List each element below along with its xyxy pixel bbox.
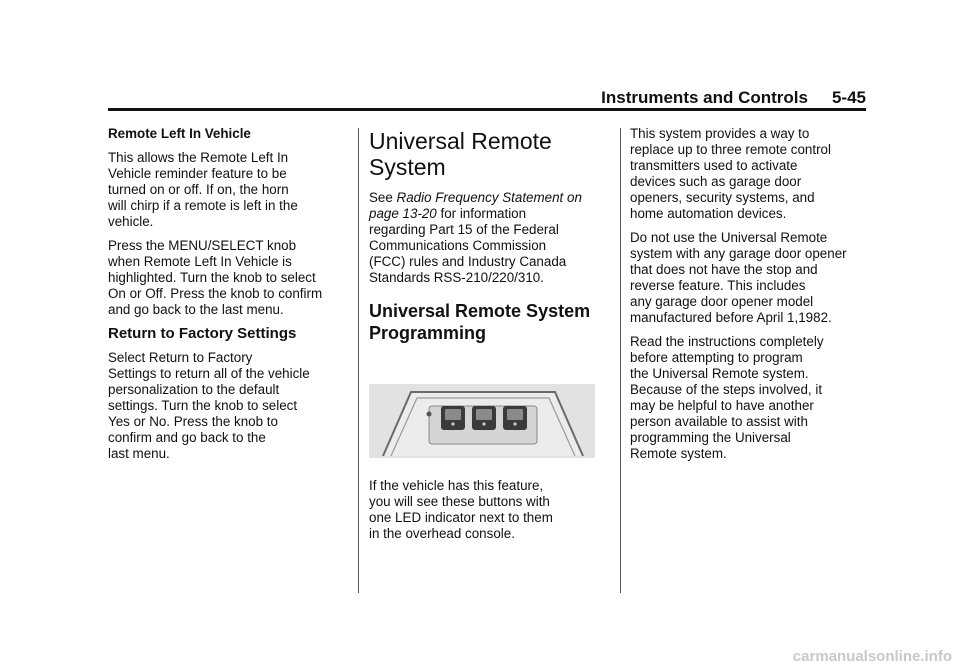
section-title: Instruments and Controls (601, 88, 808, 107)
watermark: carmanualsonline.info (792, 648, 952, 665)
paragraph: This system provides a way to replace up to three remote control transmitters used to activate devices such as garage door openers, security systems, and home automation devices. (630, 126, 831, 221)
heading-factory-settings: Return to Factory Settings (108, 325, 297, 342)
page-number: 5-45 (831, 88, 866, 107)
column-divider (620, 128, 621, 593)
column-divider (358, 128, 359, 593)
heading-universal-remote: Universal Remote System (369, 128, 552, 180)
paragraph: Select Return to Factory Settings to return all of the vehicle personalization to the default settings. Turn the knob to select Yes or No. Press the knob to confirm and go back to the last menu. (108, 350, 310, 461)
remote-button-2 (472, 406, 496, 430)
subheading-remote-left: Remote Left In Vehicle (108, 126, 251, 141)
remote-button-1 (441, 406, 465, 430)
page-header (108, 88, 866, 108)
column-2 (369, 126, 609, 550)
paragraph (369, 190, 609, 286)
paragraph: Do not use the Universal Remote system with any garage door opener that does not have the stop and reverse feature. This includes any garage door opener model manufactured before April 1,1982. (630, 230, 847, 325)
overhead-console-buttons-illustration (369, 384, 595, 458)
column-1 (108, 126, 348, 470)
paragraph: Press the MENU/SELECT knob when Remote Left In Vehicle is highlighted. Turn the knob to select On or Off. Press the knob to confirm and go back to the last menu. (108, 238, 323, 317)
paragraph: Read the instructions completely before attempting to program the Universal Remote system. Because of the steps involved, it may be helpful to have another person available to assist with programming the Universal Remote system. (630, 334, 824, 461)
text: See (369, 190, 397, 205)
cross-reference-link[interactable]: Radio Frequency Statement on page 13-20 (369, 190, 582, 221)
column-3 (630, 126, 870, 470)
header-rule (108, 108, 866, 111)
text: for information regarding Part 15 of the Federal Communications Commission (FCC) rules and Industry Canada Standards RSS-210/220/310. (369, 206, 567, 285)
paragraph: This allows the Remote Left In Vehicle reminder feature to be turned on or off. If on, the horn will chirp if a remote is left in the vehicle. (108, 150, 298, 229)
paragraph: If the vehicle has this feature, you will see these buttons with one LED indicator next to them in the overhead console. (369, 478, 553, 541)
remote-button-3 (503, 406, 527, 430)
heading-programming: Universal Remote System Programming (369, 301, 591, 343)
